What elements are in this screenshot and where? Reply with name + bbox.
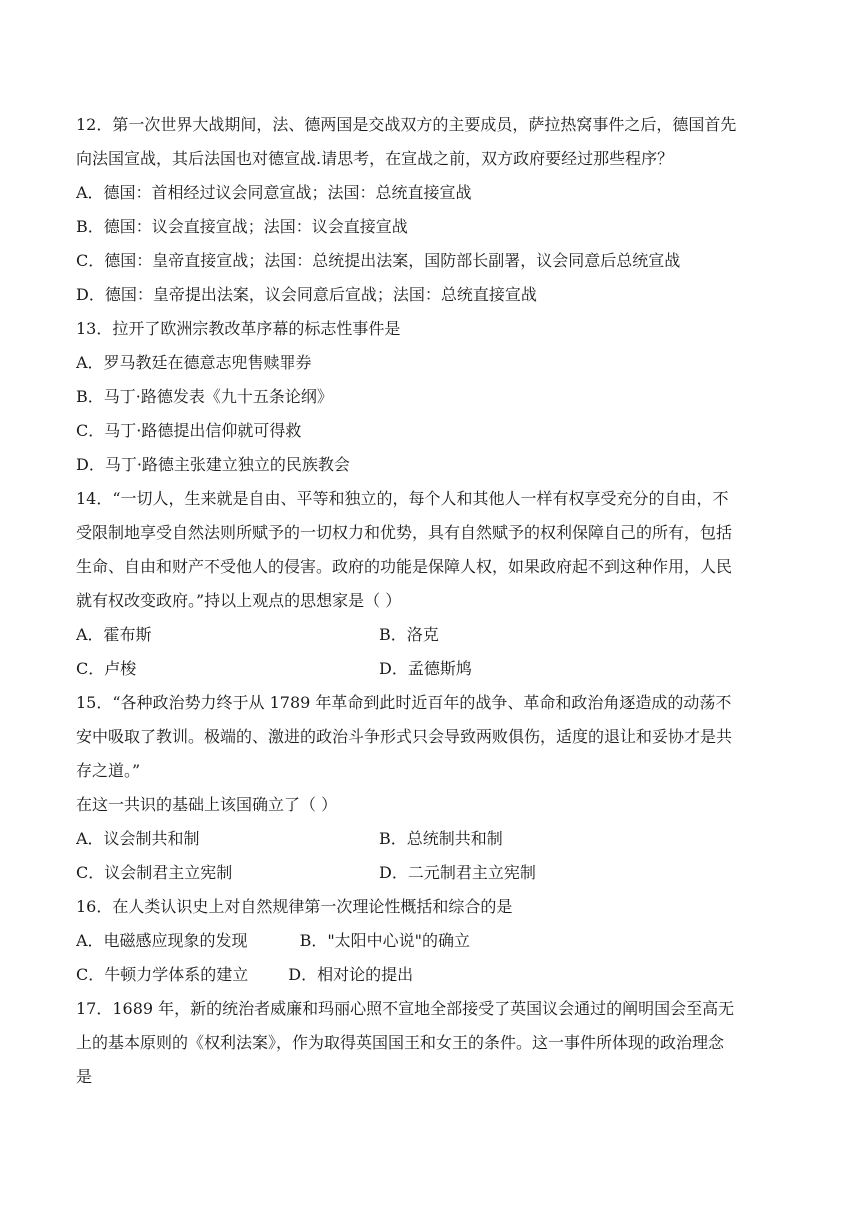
question-14-stem-line-3: 生命、自由和财产不受他人的侵害。政府的功能是保障人权，如果政府起不到这种作用，人民 <box>76 557 733 576</box>
question-15-option-c: C．议会制君主立宪制 <box>76 863 233 882</box>
question-15-option-d: D．二元制君主立宪制 <box>379 863 536 882</box>
question-16 <box>76 890 788 992</box>
question-15-options-row-1 <box>76 822 788 856</box>
question-14-stem-line-1: 14．“一切人，生来就是自由、平等和独立的，每个人和其他人一样有权享受充分的自由，不 <box>76 489 729 508</box>
question-14 <box>76 482 788 686</box>
question-15-stem-line-1: 15．“各种政治势力终于从 1789 年革命到此时近百年的战争、革命和政治角逐造成的动荡不 <box>76 693 732 712</box>
question-15-option-a: A．议会制共和制 <box>76 829 200 848</box>
question-17 <box>76 992 788 1094</box>
question-13-option-a: A．罗马教廷在德意志兜售赎罪券 <box>76 353 312 372</box>
question-12-stem-line-1: 12．第一次世界大战期间，法、德两国是交战双方的主要成员，萨拉热窝事件之后，德国首先 <box>76 115 737 134</box>
question-12-option-b: B．德国：议会直接宣战；法国：议会直接宣战 <box>76 217 408 236</box>
question-16-option-c: C．牛顿力学体系的建立 <box>76 965 249 984</box>
question-13-stem-line-1: 13．拉开了欧洲宗教改革序幕的标志性事件是 <box>76 319 401 338</box>
question-12-option-c: C．德国：皇帝直接宣战；法国：总统提出法案，国防部长副署，议会同意后总统宣战 <box>76 251 681 270</box>
question-12 <box>76 108 788 312</box>
question-15 <box>76 686 788 890</box>
question-16-stem-line-1: 16．在人类认识史上对自然规律第一次理论性概括和综合的是 <box>76 897 513 916</box>
question-12-stem-line-2: 向法国宣战，其后法国也对德宣战.请思考，在宣战之前，双方政府要经过那些程序？ <box>76 149 674 168</box>
question-12-option-d: D．德国：皇帝提出法案，议会同意后宣战；法国：总统直接宣战 <box>76 285 537 304</box>
question-14-stem-line-4: 就有权改变政府。”持以上观点的思想家是（ ） <box>76 591 402 610</box>
question-14-options-row-1 <box>76 618 788 652</box>
question-13-option-d: D．马丁·路德主张建立独立的民族教会 <box>76 455 350 474</box>
question-14-option-b: B．洛克 <box>379 625 439 644</box>
question-15-options-row-2 <box>76 856 788 890</box>
question-14-option-d: D．孟德斯鸠 <box>379 659 472 678</box>
question-15-stem-line-2: 安中吸取了教训。极端的、激进的政治斗争形式只会导致两败俱伤，适度的退让和妥协才是共 <box>76 727 733 746</box>
question-13-option-c: C．马丁·路德提出信仰就可得救 <box>76 421 302 440</box>
question-15-stem-line-4: 在这一共识的基础上该国确立了（ ） <box>76 795 338 814</box>
question-16-option-a: A．电磁感应现象的发现 <box>76 931 248 950</box>
question-14-option-c: C．卢梭 <box>76 659 137 678</box>
question-16-spacer-1 <box>248 924 300 958</box>
question-14-option-a: A．霍布斯 <box>76 625 152 644</box>
question-16-spacer-2 <box>248 958 288 992</box>
question-16-option-d: D．相对论的提出 <box>288 965 414 984</box>
question-12-option-a: A．德国：首相经过议会同意宣战；法国：总统直接宣战 <box>76 183 472 202</box>
question-16-option-b: B．"太阳中心说"的确立 <box>299 931 471 950</box>
question-16-options-row-1 <box>76 924 788 958</box>
question-13 <box>76 312 788 482</box>
question-15-stem-line-3: 存之道。” <box>76 761 141 780</box>
question-14-stem-line-2: 受限制地享受自然法则所赋予的一切权力和优势，具有自然赋予的权利保障自己的所有，包括 <box>76 523 733 542</box>
question-14-options-row-2 <box>76 652 788 686</box>
question-17-stem-line-1: 17．1689 年，新的统治者威廉和玛丽心照不宣地全部接受了英国议会通过的阐明国会至高无 <box>76 999 735 1018</box>
question-15-option-b: B．总统制共和制 <box>379 829 503 848</box>
question-13-option-b: B．马丁·路德发表《九十五条论纲》 <box>76 387 333 406</box>
question-17-stem-line-3: 是 <box>76 1067 93 1086</box>
question-17-stem-line-2: 上的基本原则的《权利法案》，作为取得英国国王和女王的条件。这一事件所体现的政治理念 <box>76 1033 725 1052</box>
question-16-options-row-2 <box>76 958 788 992</box>
